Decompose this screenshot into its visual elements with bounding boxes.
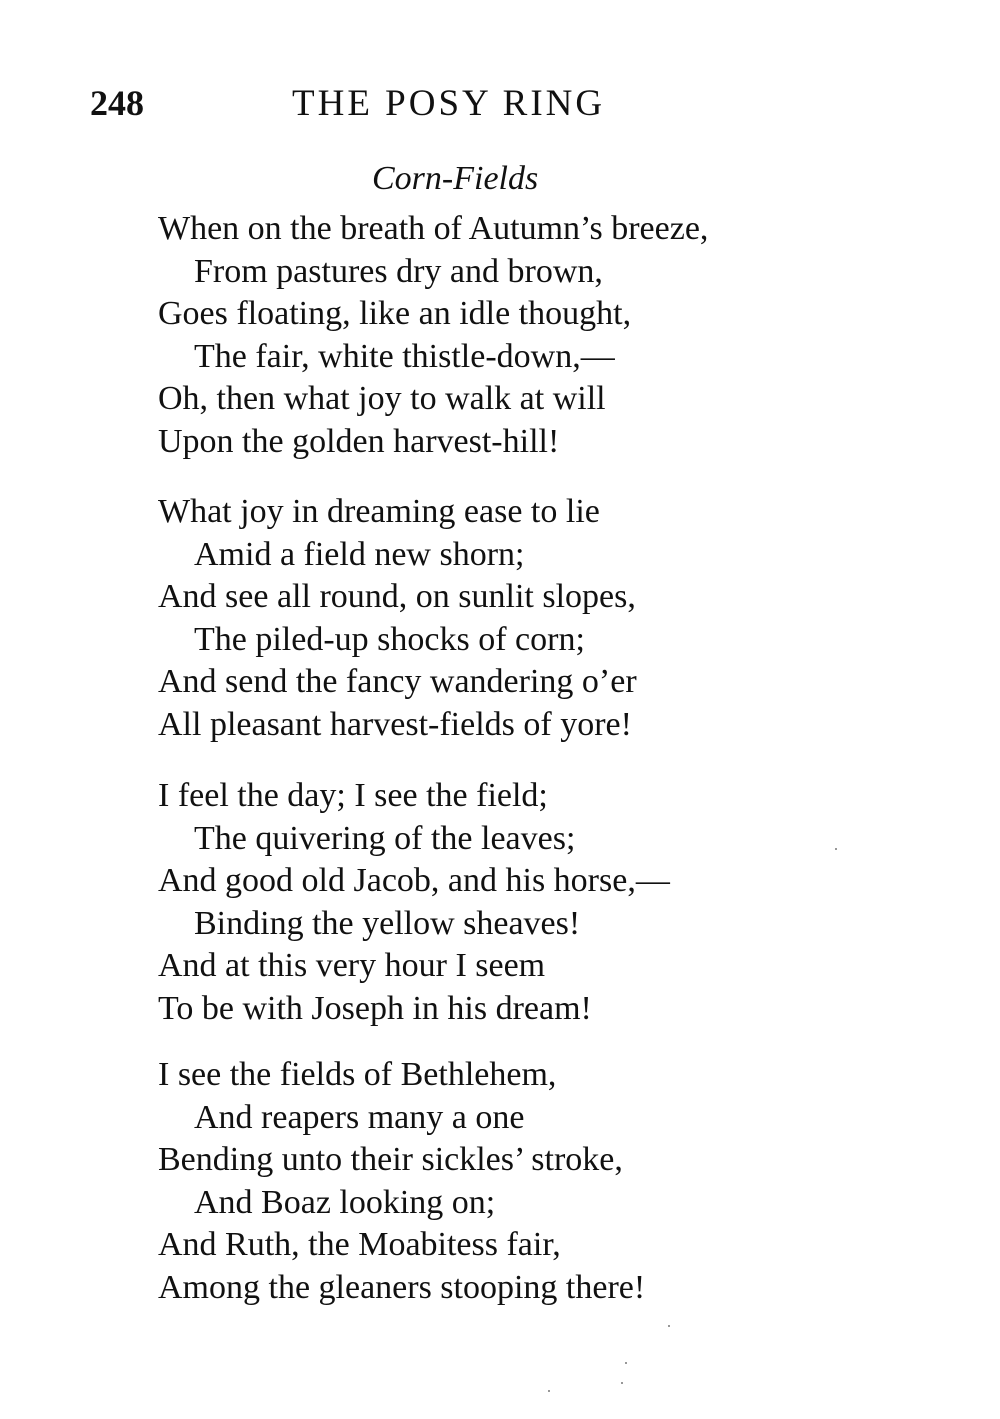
stanza-2	[158, 491, 858, 746]
poem-line: To be with Joseph in his dream!	[158, 989, 592, 1027]
scan-speck	[835, 848, 837, 850]
poem-line: Amid a field new shorn;	[194, 535, 525, 573]
poem-line: When on the breath of Autumn’s breeze,	[158, 210, 709, 247]
poem-line: And see all round, on sunlit slopes,	[158, 578, 636, 615]
scan-speck	[548, 1390, 550, 1392]
scan-speck	[625, 1362, 627, 1364]
poem-line: Oh, then what joy to walk at will	[158, 380, 606, 417]
stanza-3	[158, 775, 858, 1030]
poem-line: Bending unto their sickles’ stroke,	[158, 1141, 623, 1178]
poem-line: And Ruth, the Moabitess fair,	[158, 1226, 561, 1263]
poem-line: And send the fancy wandering o’er	[158, 663, 637, 700]
poem-line: I feel the day; I see the field;	[158, 777, 548, 814]
poem-line: Binding the yellow sheaves!	[194, 904, 581, 942]
poem-line: Upon the golden harvest-hill!	[158, 422, 560, 460]
scan-speck	[668, 1325, 670, 1327]
poem-line: The fair, white thistle-down,—	[194, 337, 615, 375]
poem-line: I see the fields of Bethlehem,	[158, 1056, 557, 1093]
running-title: THE POSY RING	[292, 83, 606, 124]
poem-line: Goes floating, like an idle thought,	[158, 295, 632, 332]
poem-line: From pastures dry and brown,	[194, 252, 603, 290]
poem-line: What joy in dreaming ease to lie	[158, 493, 600, 530]
poem-line: All pleasant harvest-fields of yore!	[158, 705, 632, 743]
poem-line: The quivering of the leaves;	[194, 819, 576, 857]
poem-line: Among the gleaners stooping there!	[158, 1268, 646, 1306]
stanza-1	[158, 208, 858, 463]
poem-line: And at this very hour I seem	[158, 947, 546, 984]
scan-speck	[621, 1382, 623, 1384]
poem-line: And good old Jacob, and his horse,—	[158, 862, 670, 899]
poem-line: The piled-up shocks of corn;	[194, 620, 585, 658]
stanza-4	[158, 1054, 858, 1309]
poem-line: And reapers many a one	[194, 1098, 525, 1136]
poem-title: Corn-Fields	[372, 160, 539, 197]
page-number: 248	[90, 83, 144, 123]
poem-line: And Boaz looking on;	[194, 1183, 496, 1221]
